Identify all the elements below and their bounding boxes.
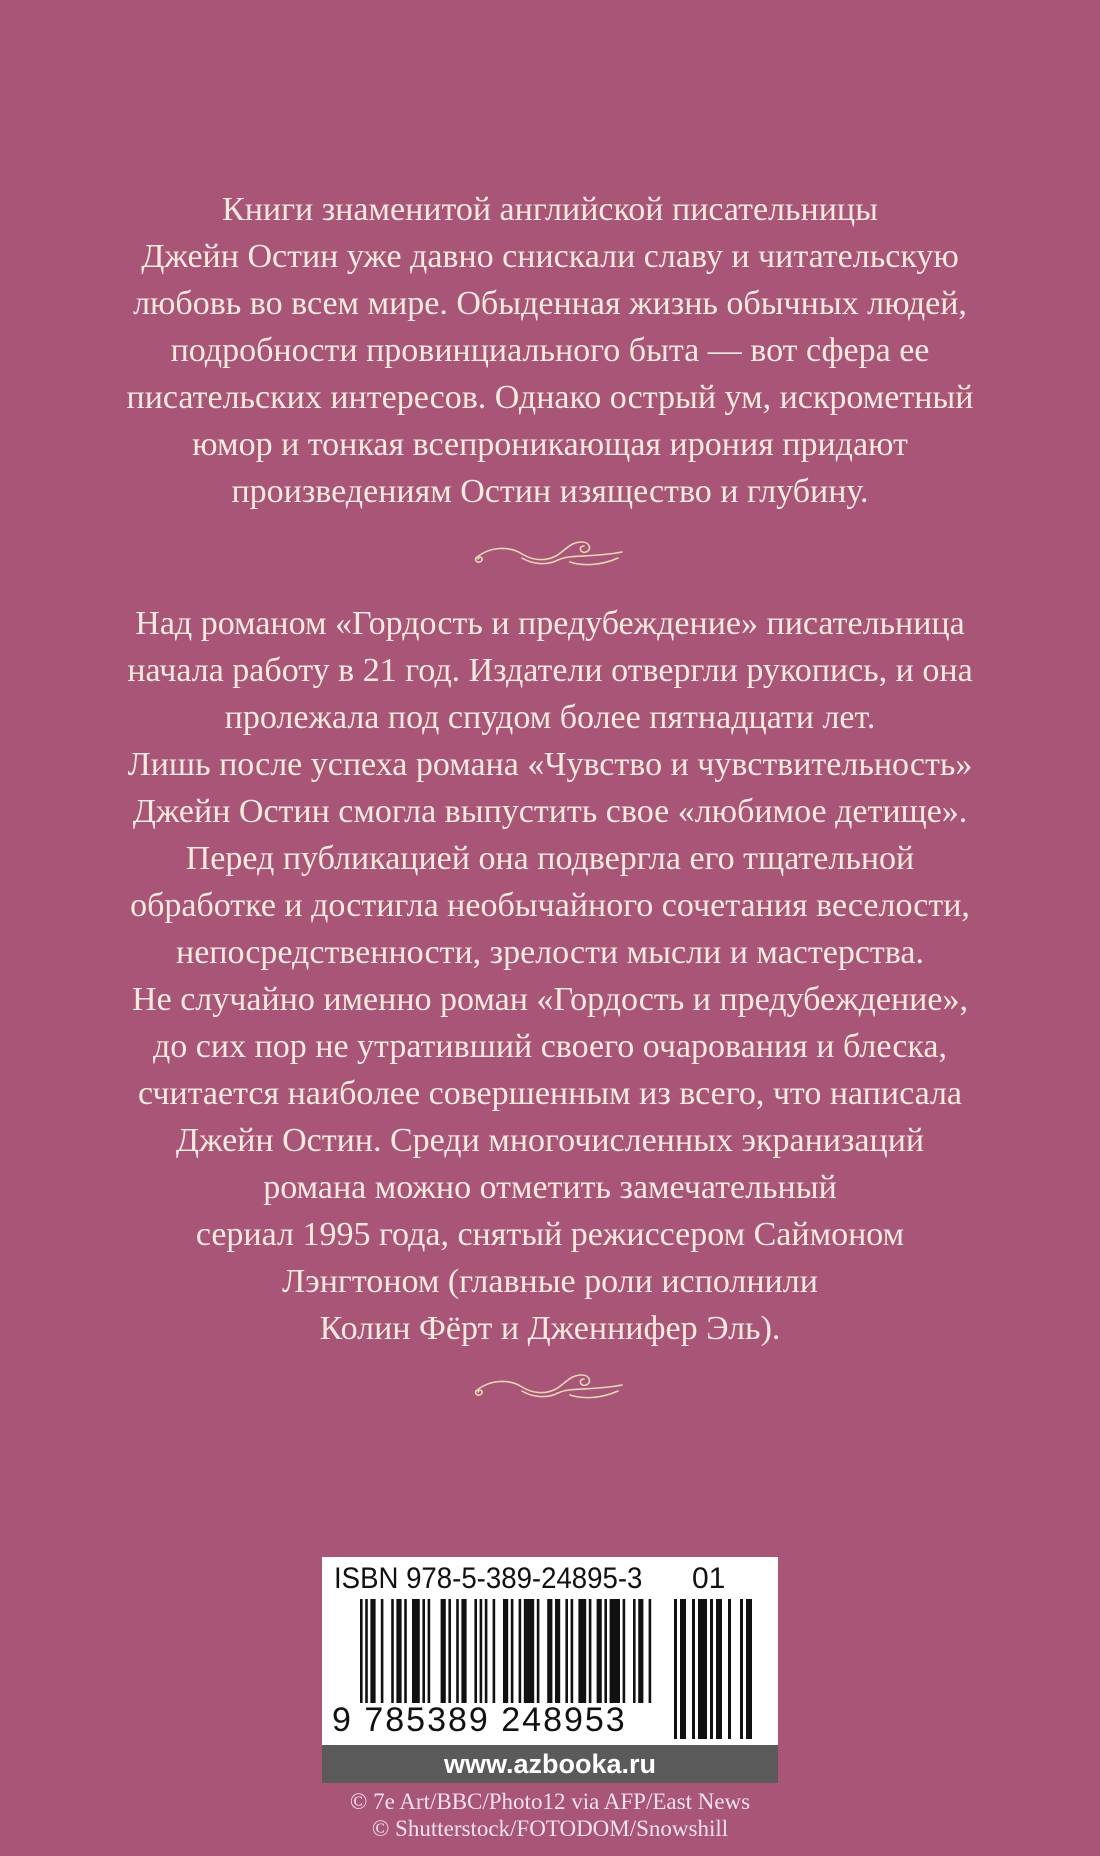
description-paragraph-2 (50, 600, 1050, 1352)
text-line: романа можно отметить замечательный (263, 1169, 837, 1206)
text-line: любовь во всем мире. Обыденная жизнь обычных людей, (133, 285, 967, 322)
barcode-bars (360, 1599, 655, 1703)
text-line: подробности провинциального быта — вот сфера ее (170, 332, 930, 369)
isbn-barcode (322, 1557, 778, 1745)
text-line: пролежала под спудом более пятнадцати лет. (224, 699, 876, 736)
flourish-ornament-icon (470, 1365, 630, 1409)
image-credits (250, 1788, 850, 1842)
text-line: Книги знаменитой английской писательницы (222, 191, 878, 228)
text-line: Лэнгтоном (главные роли исполнили (282, 1263, 818, 1300)
barcode-addon-bars (674, 1599, 764, 1739)
text-line: Не случайно именно роман «Гордость и предубеждение», (132, 981, 968, 1018)
text-line: произведениям Остин изящество и глубину. (231, 473, 869, 510)
publisher-website: www.azbooka.ru (322, 1745, 778, 1783)
text-line: Колин Фёрт и Дженнифер Эль). (319, 1310, 781, 1347)
text-line: писательских интересов. Однако острый ум, искрометный (126, 379, 974, 416)
text-line: Перед публикацией она подвергла его тщательной (185, 840, 915, 877)
text-line: непосредственности, зрелости мысли и мастерства. (176, 934, 924, 971)
flourish-ornament-icon (470, 532, 630, 576)
credit-line: © 7e Art/BBC/Photo12 via AFP/East News (349, 1789, 751, 1814)
barcode-digits: 9 785389 248953 (332, 1701, 627, 1739)
text-line: юмор и тонкая всепроникающая ирония придают (192, 426, 908, 463)
barcode-addon-label: 01 (692, 1562, 726, 1595)
text-line: обработке и достигла необычайного сочетания веселости, (130, 887, 970, 924)
text-line: начала работу в 21 год. Издатели отвергли рукопись, и она (127, 652, 973, 689)
description-paragraph-1 (50, 186, 1050, 515)
text-line: до сих пор не утративший своего очарования и блеска, (152, 1028, 948, 1065)
text-line: считается наиболее совершенным из всего, что написала (137, 1075, 963, 1112)
text-line: Джейн Остин. Среди многочисленных экранизаций (175, 1122, 925, 1159)
text-line: Над романом «Гордость и предубеждение» писательница (135, 605, 965, 642)
text-line: сериал 1995 года, снятый режиссером Саймоном (195, 1216, 905, 1253)
isbn-label: ISBN 978-5-389-24895-3 (334, 1562, 643, 1595)
text-line: Лишь после успеха романа «Чувство и чувствительность» (127, 746, 973, 783)
text-line: Джейн Остин смогла выпустить свое «любимое детище». (132, 793, 968, 830)
text-line: Джейн Остин уже давно снискали славу и читательскую (141, 238, 959, 275)
credit-line: © Shutterstock/FOTODOM/Snowshill (371, 1816, 729, 1841)
